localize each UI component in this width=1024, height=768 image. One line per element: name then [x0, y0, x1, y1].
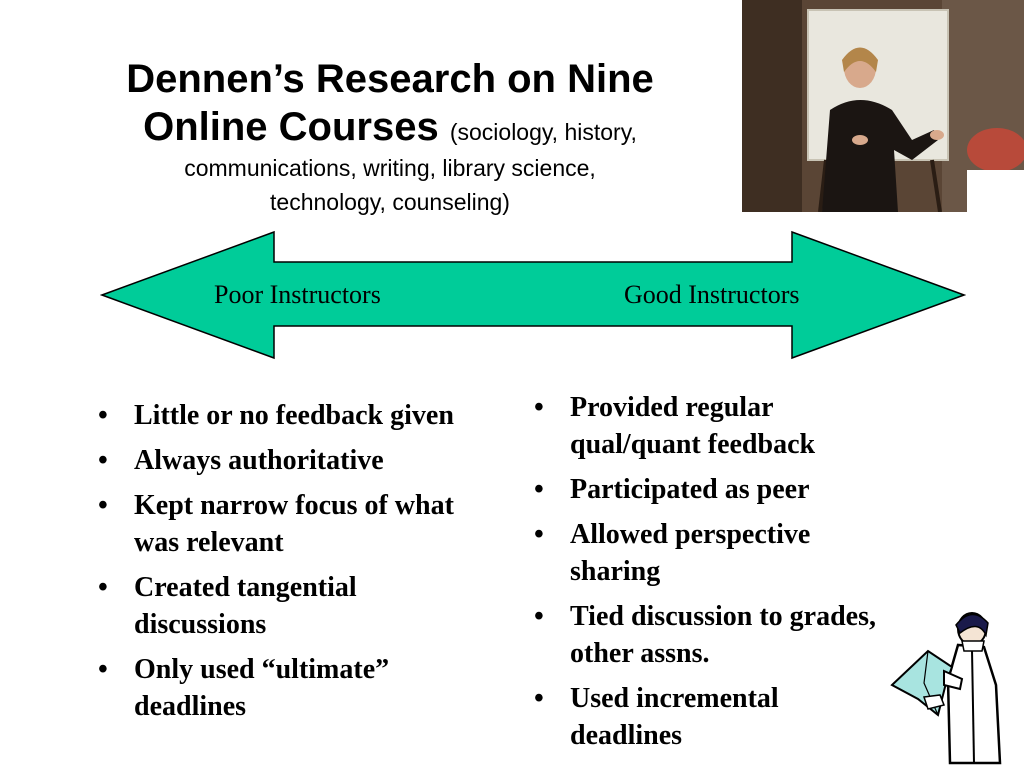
bullet: • — [98, 445, 108, 476]
slide-title — [60, 55, 720, 219]
poor-instructors-label: Poor Instructors — [214, 280, 381, 309]
list-item — [534, 516, 884, 590]
subtitle-part-3: technology, counseling) — [270, 189, 510, 215]
bullet: • — [534, 392, 544, 423]
good-instructors-list — [534, 389, 884, 762]
title-line-1: Dennen’s Research on Nine — [126, 57, 654, 101]
reading-person-clipart — [888, 605, 1008, 765]
list-item-text: Only used “ultimate” deadlines — [134, 654, 390, 722]
list-item-text: Tied discussion to grades, other assns. — [570, 601, 876, 669]
list-item-text: Created tangential discussions — [134, 572, 357, 640]
list-item-text: Little or no feedback given — [134, 400, 454, 431]
list-item — [534, 598, 884, 672]
bullet: • — [98, 400, 108, 431]
list-item — [98, 397, 468, 434]
bullet: • — [534, 474, 544, 505]
bullet: • — [98, 490, 108, 521]
list-item — [534, 680, 884, 754]
bullet: • — [534, 601, 544, 632]
title-line-2: Online Courses — [143, 105, 439, 149]
subtitle-part-1: (sociology, history, — [449, 119, 637, 145]
presenter-photo — [742, 0, 1024, 212]
bullet: • — [534, 683, 544, 714]
list-item-text: Always authoritative — [134, 445, 384, 476]
list-item-text: Kept narrow focus of what was relevant — [134, 490, 454, 558]
list-item-text: Allowed perspective sharing — [570, 519, 811, 587]
bullet: • — [98, 654, 108, 685]
list-item — [98, 487, 468, 561]
list-item — [98, 569, 468, 643]
list-item — [98, 442, 468, 479]
list-item-text: Participated as peer — [570, 474, 810, 505]
poor-instructors-list — [98, 397, 468, 733]
bullet: • — [534, 519, 544, 550]
list-item-text: Used incremental deadlines — [570, 683, 779, 751]
bullet: • — [98, 572, 108, 603]
list-item-text: Provided regular qual/quant feedback — [570, 392, 816, 460]
list-item — [534, 471, 884, 508]
list-item — [98, 651, 468, 725]
subtitle-part-2: communications, writing, library science, — [184, 155, 596, 181]
good-instructors-label: Good Instructors — [624, 280, 800, 309]
list-item — [534, 389, 884, 463]
